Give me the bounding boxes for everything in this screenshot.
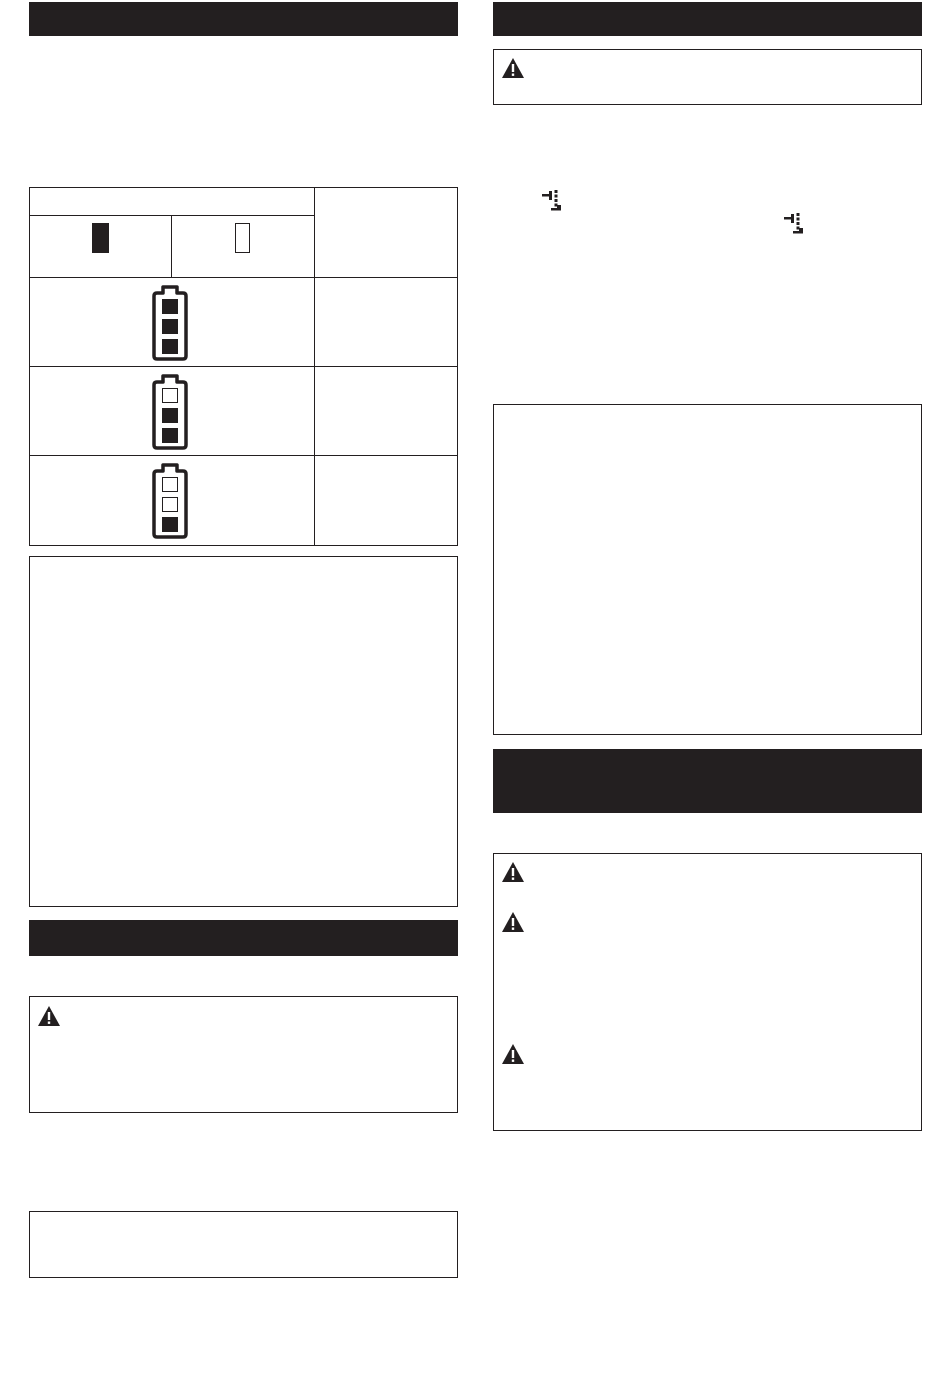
right-section-header — [493, 2, 922, 36]
right-caution-box-bottom — [493, 853, 922, 1131]
left-caution-box — [29, 996, 458, 1113]
rotation-drill-symbol-icon — [541, 188, 565, 212]
warning-triangle-icon — [501, 861, 525, 883]
battery-one-bar-icon — [152, 463, 188, 539]
left-section-header — [29, 2, 458, 36]
battery-two-bars-icon — [152, 374, 188, 450]
empty-lamp-icon — [235, 223, 250, 253]
right-note-box — [493, 404, 922, 735]
left-note-box-large — [29, 556, 458, 907]
right-caution-box-top — [493, 49, 922, 105]
left-note-box-small — [29, 1211, 458, 1278]
right-section-header-tall — [493, 749, 922, 813]
battery-three-bars-icon — [152, 285, 188, 361]
battery-indicator-table — [29, 187, 458, 546]
warning-triangle-icon — [501, 57, 525, 79]
rotation-drill-symbol-icon — [783, 211, 807, 235]
warning-triangle-icon — [501, 911, 525, 933]
filled-lamp-icon — [92, 223, 109, 253]
warning-triangle-icon — [37, 1005, 61, 1027]
warning-triangle-icon — [501, 1043, 525, 1065]
left-section-header-middle — [29, 920, 458, 956]
